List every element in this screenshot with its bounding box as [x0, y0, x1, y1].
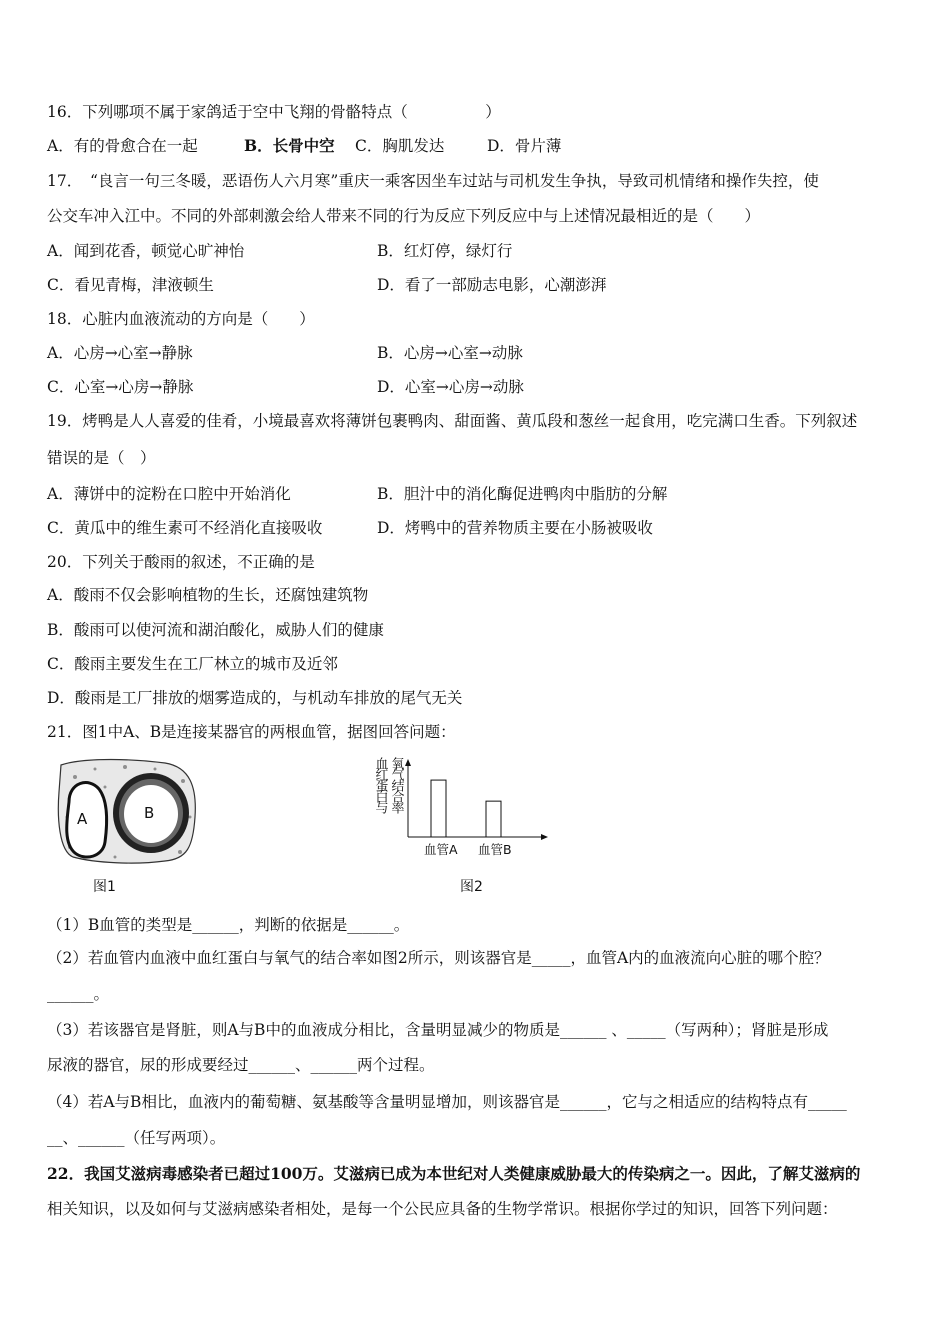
q19-stem-line1: 19．烤鸭是人人喜爱的佳肴，小境最喜欢将薄饼包裹鸭肉、甜面酱、黄瓜段和葱丝一起食用，吃完满口生香。下列叙述 [47, 412, 858, 430]
q16-option-b: B．长骨中空 [244, 136, 335, 155]
figure-1-vessel-cross-section [55, 757, 205, 897]
q17-option-d: D．看了一部励志电影，心潮澎湃 [377, 276, 607, 294]
q21-sub2-line1: （2）若血管内血液中血红蛋白与氧气的结合率如图2所示，则该器官是_____，血管A内的血液流向心脏的哪个腔？ [47, 949, 830, 967]
q20-option-a: A．酸雨不仅会影响植物的生长，还腐蚀建筑物 [47, 586, 369, 604]
bar-vessel-a [431, 780, 446, 837]
q19-option-c: C．黄瓜中的维生素可不经消化直接吸收 [47, 519, 323, 537]
x-label-vessel-b: 血管B [478, 842, 512, 857]
q16-option-d: D．骨片薄 [487, 137, 562, 155]
q19-option-b: B．胆汁中的消化酶促进鸭肉中脂肪的分解 [377, 485, 668, 503]
figure-2-caption: 图2 [460, 879, 483, 895]
q21-sub3-line2: 尿液的器官，尿的形成要经过______、______两个过程。 [47, 1056, 435, 1074]
q21-sub4-line2: __、______（任写两项）。 [47, 1129, 226, 1147]
q20-option-d: D．酸雨是工厂排放的烟雾造成的，与机动车排放的尾气无关 [47, 689, 463, 707]
q19-option-d: D．烤鸭中的营养物质主要在小肠被吸收 [377, 519, 653, 537]
x-label-vessel-a: 血管A [424, 842, 458, 857]
q20-stem: 20．下列关于酸雨的叙述，不正确的是 [47, 553, 315, 571]
y-axis-label-col1: 血红蛋白与 [372, 757, 388, 812]
q21-sub1: （1）B血管的类型是______，判断的依据是______。 [47, 916, 410, 934]
q17-option-b: B．红灯停，绿灯行 [377, 242, 513, 260]
q21-sub4-line1: （4）若A与B相比，血液内的葡萄糖、氨基酸等含量明显增加，则该器官是______，它与之相适应的结构特点有_____ [47, 1093, 847, 1111]
vessel-b-label: B [144, 804, 155, 822]
q21-stem: 21．图1中A、B是连接某器官的两根血管，据图回答问题： [47, 723, 456, 741]
q18-option-c: C．心室→心房→静脉 [47, 378, 194, 396]
q18-stem: 18．心脏内血液流动的方向是（ ） [47, 310, 315, 328]
q18-option-a: A．心房→心室→静脉 [47, 344, 193, 362]
x-axis-arrow [541, 834, 548, 840]
q19-option-a: A．薄饼中的淀粉在口腔中开始消化 [47, 485, 291, 503]
q16-option-a: A．有的骨愈合在一起 [47, 137, 198, 155]
q16-option-c: C．胸肌发达 [355, 137, 445, 155]
q22-stem-line1: 22．我国艾滋病毒感染者已超过100万。艾滋病已成为本世纪对人类健康威胁最大的传染病之一。因此，了解艾滋病的 [47, 1164, 861, 1183]
q17-stem-line1: 17． “良言一句三冬暖，恶语伤人六月寒”重庆一乘客因坐车过站与司机发生争执，导致司机情绪和操作失控，使 [47, 172, 819, 190]
figure-2-bar-chart [368, 755, 558, 897]
q19-stem-line2: 错误的是（ ） [47, 449, 156, 467]
y-axis-arrow [405, 759, 411, 766]
q16-stem: 16．下列哪项不属于家鸽适于空中飞翔的骨骼特点（ ） [47, 103, 501, 121]
q17-option-c: C．看见青梅，津液顿生 [47, 276, 214, 294]
bar-vessel-b [486, 801, 501, 837]
q17-stem-line2: 公交车冲入江中。不同的外部刺激会给人带来不同的行为反应下列反应中与上述情况最相近的是（ ） [47, 207, 761, 225]
q20-option-c: C．酸雨主要发生在工厂林立的城市及近邻 [47, 655, 338, 673]
figure-1-caption: 图1 [93, 879, 116, 895]
q22-stem-line2: 相关知识，以及如何与艾滋病感染者相处，是每一个公民应具备的生物学常识。根据你学过的知识，回答下列问题： [47, 1200, 838, 1218]
q21-sub2-line2: ______。 [47, 985, 110, 1003]
y-axis-label-col2: 氧气结合率 [388, 757, 404, 812]
q20-option-b: B．酸雨可以使河流和湖泊酸化，威胁人们的健康 [47, 621, 384, 639]
q17-option-a: A．闻到花香，顿觉心旷神怡 [47, 242, 245, 260]
q18-option-d: D．心室→心房→动脉 [377, 378, 524, 396]
q21-sub3-line1: （3）若该器官是肾脏，则A与B中的血液成分相比，含量明显减少的物质是______ 、_____（写两种）；肾脏是形成 [47, 1021, 829, 1039]
q18-option-b: B．心房→心室→动脉 [377, 344, 523, 362]
vessel-a-label: A [77, 810, 88, 828]
